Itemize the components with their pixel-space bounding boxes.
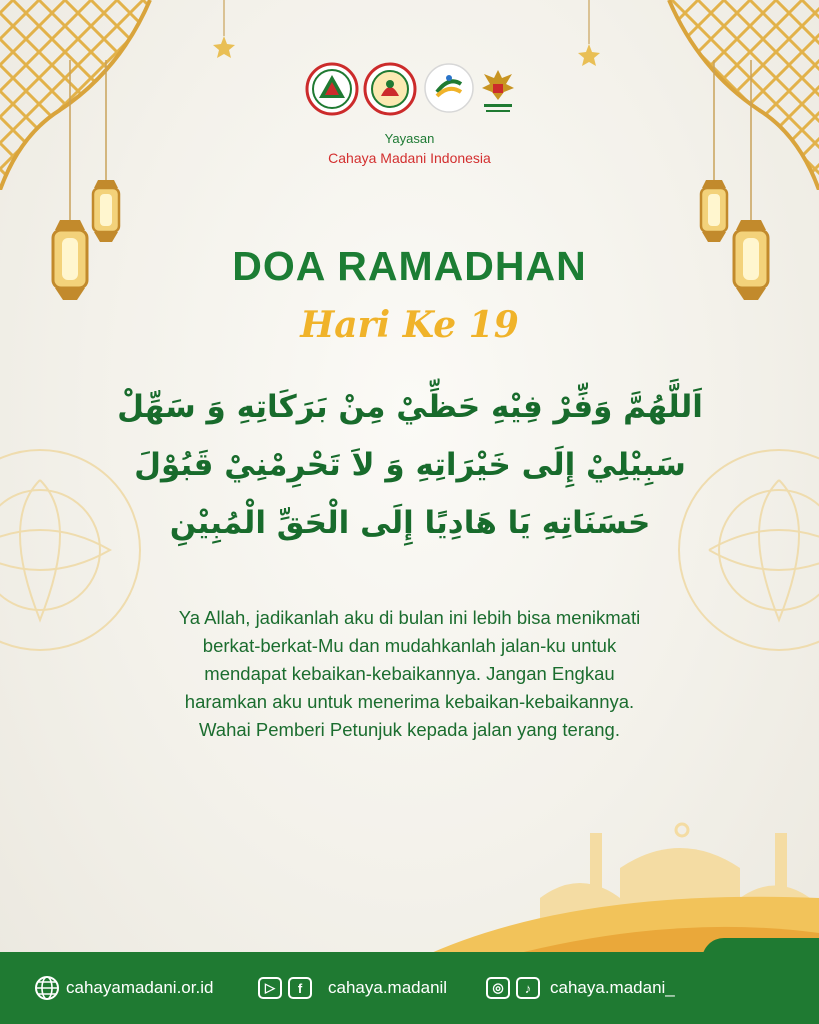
logo-row (300, 62, 520, 122)
translation-line: berkat-berkat-Mu dan mudahkanlah jalan-ku untuk (202, 635, 617, 656)
footer-bar (0, 952, 819, 1024)
arabic-line: سَبِيْلِيْ إِلَى خَيْرَاتِهِ وَ لاَ تَحْرِمْنِيْ قَبُوْلَ (134, 447, 686, 483)
website-link[interactable] (34, 952, 213, 1024)
facebook-icon: f (288, 977, 312, 999)
instagram-tiktok-link[interactable] (486, 952, 675, 1024)
page-title: DOA RAMADHAN (232, 243, 587, 289)
star-icon (574, 0, 604, 70)
arabic-line: اَللَّهُمَّ وَفِّرْ فِيْهِ حَظِّيْ مِنْ بَرَكَاتِهِ وَ سَهِّلْ (117, 389, 703, 425)
arabic-prayer (110, 378, 710, 552)
footer-corner-tab (702, 938, 819, 978)
tut-wuri-logo (423, 62, 475, 114)
translation-line: mendapat kebaikan-kebaikannya. Jangan Engkau (204, 663, 615, 684)
cahaya-madani-logo (305, 62, 359, 116)
youtube-icon: ▷ (258, 977, 282, 999)
prayer-translation (100, 604, 719, 744)
translation-line: haramkan aku untuk menerima kebaikan-kebaikannya. (184, 691, 635, 712)
tiktok-icon: ♪ (516, 977, 540, 999)
garuda-baznas-logo (480, 66, 516, 118)
youtube-facebook-handle: cahaya.madanil (328, 978, 448, 997)
org-name: Cahaya Madani Indonesia (328, 150, 491, 166)
org-label: Yayasan (384, 131, 435, 146)
youtube-facebook-link[interactable] (258, 952, 447, 1024)
instagram-icon: ◎ (486, 977, 510, 999)
mosque-illustration (420, 818, 819, 958)
website-text: cahayamadani.or.id (66, 978, 214, 997)
arabic-line: حَسَنَاتِهِ يَا هَادِيًا إِلَى الْحَقِّ الْمُبِيْنِ (169, 505, 651, 541)
translation-line: Wahai Pemberi Petunjuk kepada jalan yang terang. (199, 719, 620, 740)
instagram-tiktok-handle: cahaya.madani_ (550, 978, 675, 997)
star-icon (209, 0, 239, 62)
translation-line: Ya Allah, jadikanlah aku di bulan ini lebih bisa menikmati (178, 607, 641, 628)
partner-logo (363, 62, 417, 116)
day-subtitle: Hari Ke 19 (300, 304, 519, 346)
globe-icon (34, 975, 60, 1001)
